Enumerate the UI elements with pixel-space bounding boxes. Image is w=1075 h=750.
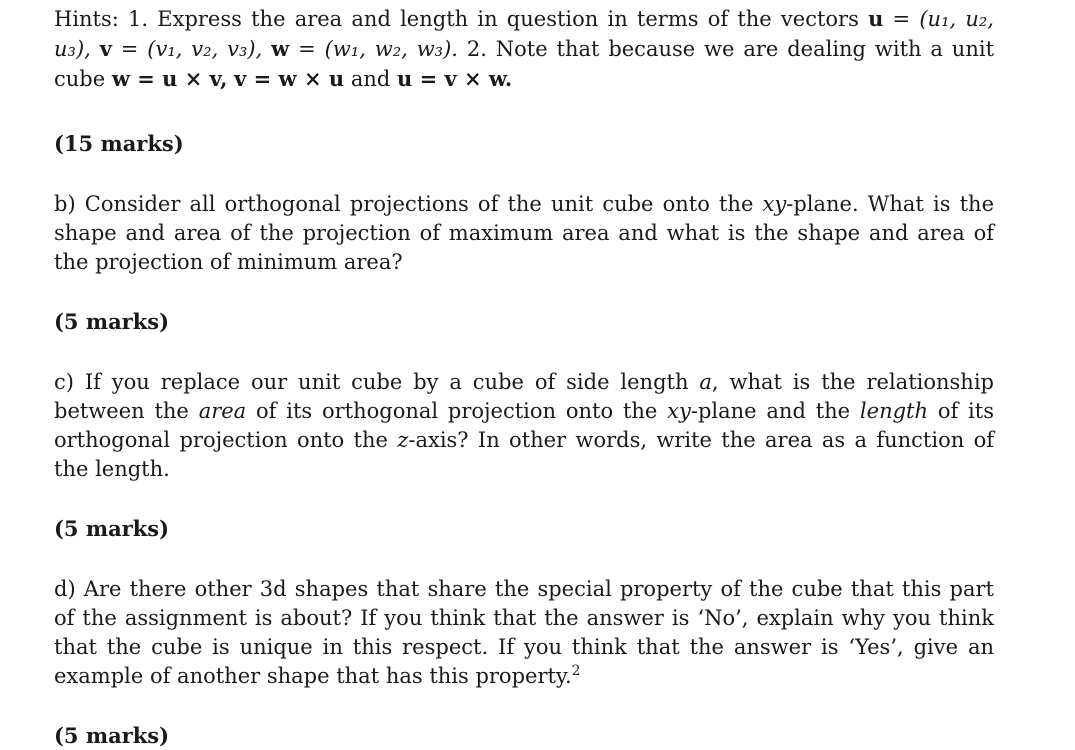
part-d-question	[54, 575, 994, 691]
part-d-marks: (5 marks)	[54, 723, 170, 748]
part-c-xy: xy	[667, 399, 691, 423]
part-c-text-1: c) If you replace our unit cube by a cube of side length	[54, 370, 689, 394]
assignment-page	[54, 0, 994, 750]
part-c-length: length	[859, 399, 928, 423]
footnote-marker: 2	[571, 663, 581, 679]
hints-prefix: Hints: 1. Express the area and length in question in terms of the vectors	[54, 7, 859, 31]
cross-product-1: w = u × v,	[111, 66, 228, 91]
part-c-text-6: -axis? In other words, write the area as a function of the length.	[54, 428, 994, 481]
part-b-question	[54, 190, 994, 277]
vector-w-definition: (w₁, w₂, w₃).	[324, 37, 458, 61]
vector-u-definition: (u₁, u₂, u₃),	[54, 7, 994, 61]
part-d-text: d) Are there other 3d shapes that share the special property of the cube that this part of the assignment is about? If you think that the answer is ‘No’, explain why you think that the cube is unique in this respect. If you think that the answer is ‘Yes’, give an example of another shape that has this property.	[54, 577, 994, 688]
part-c-text-2: , what is the relationship between the	[54, 370, 994, 423]
hints-and: and	[350, 67, 391, 91]
part-c-text-5: of its orthogonal projection onto the	[54, 399, 994, 452]
hints-paragraph: Hints: 1. Express the area and length in question in terms of the vectors u = (u₁, u₂, u₃), v = (v₁, v₂, v₃), w = (w₁, w₂, w₃). 2. Note that because we are dealing with a unit cube w = u × v, v = w × u and u = v × w.	[54, 6, 995, 91]
part-c-question	[54, 368, 994, 484]
part-c-area: area	[198, 399, 247, 423]
part-c-text-4: -plane and the	[690, 399, 851, 423]
part-b-text-2: -plane. What is the shape and area of the projection of maximum area and what is the shape and area of the projection of minimum area?	[54, 192, 994, 274]
cross-product-3: u = v × w.	[397, 66, 513, 91]
part-c-marks: (5 marks)	[54, 516, 170, 541]
part-c-a: a	[699, 370, 712, 394]
vector-w-symbol: w	[271, 36, 290, 61]
vector-v-symbol: v	[99, 36, 112, 61]
part-a-marks: (15 marks)	[54, 131, 184, 156]
cross-product-2: v = w × u	[234, 66, 345, 91]
part-c-text-3: of its orthogonal projection onto the	[256, 399, 658, 423]
vector-v-definition: (v₁, v₂, v₃),	[147, 37, 263, 61]
part-b-text-1: b) Consider all orthogonal projections of the unit cube onto the	[54, 192, 754, 216]
part-b-xy: xy	[762, 192, 787, 216]
part-b-marks: (5 marks)	[54, 309, 170, 334]
vector-u-symbol: u	[868, 6, 884, 31]
part-c-z: z	[397, 428, 409, 452]
hints-note: 2. Note that because we are dealing with a unit cube	[54, 37, 995, 91]
